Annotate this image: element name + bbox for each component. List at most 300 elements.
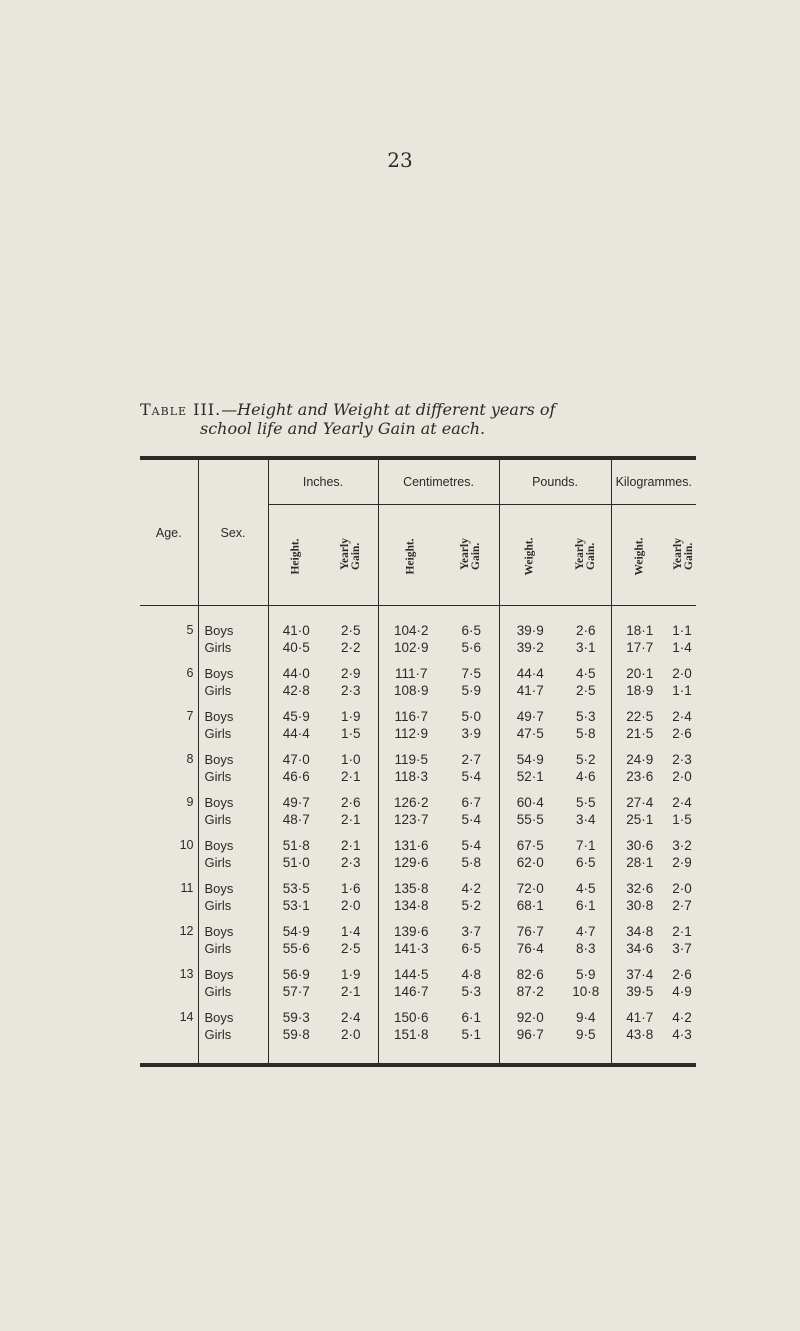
value-girls: 129·6	[393, 855, 429, 870]
value-girls: 59·8	[282, 1027, 310, 1042]
header-age: Age.	[140, 460, 198, 606]
value-cell	[561, 742, 611, 785]
value-cell	[561, 699, 611, 742]
age-cell: 8	[186, 752, 194, 766]
value-girls: 46·6	[282, 769, 310, 784]
value-boys: 32·6	[626, 881, 654, 896]
sex-boys: Boys	[204, 709, 234, 724]
value-cell	[378, 785, 444, 828]
value-boys: 2·4	[340, 1010, 361, 1025]
value-girls: 2·3	[340, 855, 361, 870]
value-girls: 2·1	[340, 769, 361, 784]
value-cell	[378, 828, 444, 871]
value-cell	[378, 914, 444, 957]
value-cell	[668, 606, 696, 657]
value-girls: 2·0	[340, 898, 361, 913]
value-girls: 43·8	[626, 1027, 654, 1042]
sex-cell	[198, 742, 268, 785]
value-cell	[499, 871, 561, 914]
table-row	[140, 606, 696, 657]
value-cell	[268, 742, 324, 785]
value-cell	[561, 656, 611, 699]
value-girls: 62·0	[516, 855, 544, 870]
sex-girls: Girls	[204, 640, 232, 655]
value-cell	[268, 656, 324, 699]
value-boys: 27·4	[626, 795, 654, 810]
value-girls: 2·0	[672, 769, 692, 784]
value-cell	[324, 785, 378, 828]
value-boys: 104·2	[393, 623, 429, 638]
table-row	[140, 871, 696, 914]
value-girls: 3·9	[461, 726, 482, 741]
value-girls: 53·1	[282, 898, 310, 913]
value-cell	[324, 957, 378, 1000]
value-boys: 41·0	[282, 623, 310, 638]
header-group-pounds: Pounds.	[499, 460, 611, 505]
value-girls: 2·5	[576, 683, 596, 698]
sex-cell	[198, 871, 268, 914]
value-boys: 49·7	[516, 709, 544, 724]
value-girls: 40·5	[282, 640, 310, 655]
value-boys: 34·8	[626, 924, 654, 939]
value-boys: 18·1	[626, 623, 654, 638]
value-boys: 6·5	[461, 623, 482, 638]
value-cell	[378, 606, 444, 657]
sex-boys: Boys	[204, 1010, 234, 1025]
sex-girls: Girls	[204, 855, 232, 870]
table-row	[140, 1000, 696, 1063]
value-boys: 2·4	[672, 795, 692, 810]
header-sex: Sex.	[198, 460, 268, 606]
value-cell	[378, 699, 444, 742]
value-girls: 2·3	[340, 683, 361, 698]
value-cell	[378, 957, 444, 1000]
value-girls: 4·9	[672, 984, 692, 999]
value-girls: 5·2	[461, 898, 482, 913]
value-cell	[324, 656, 378, 699]
value-boys: 135·8	[393, 881, 429, 896]
value-boys: 150·6	[393, 1010, 429, 1025]
value-cell	[268, 914, 324, 957]
value-cell	[444, 914, 499, 957]
value-girls: 1·4	[672, 640, 692, 655]
value-boys: 4·8	[461, 967, 482, 982]
sex-cell	[198, 828, 268, 871]
value-cell	[561, 957, 611, 1000]
value-cell	[668, 871, 696, 914]
value-girls: 17·7	[626, 640, 654, 655]
value-girls: 47·5	[516, 726, 544, 741]
header-group-inches: Inches.	[268, 460, 378, 505]
caption-dash: —	[221, 400, 238, 419]
value-cell	[324, 1000, 378, 1063]
value-boys: 1·9	[340, 709, 361, 724]
value-boys: 144·5	[393, 967, 429, 982]
value-boys: 2·0	[672, 881, 692, 896]
value-girls: 6·5	[461, 941, 482, 956]
value-boys: 39·9	[516, 623, 544, 638]
value-cell	[499, 957, 561, 1000]
table-row	[140, 957, 696, 1000]
value-boys: 1·6	[340, 881, 361, 896]
value-cell	[444, 1000, 499, 1063]
sex-girls: Girls	[204, 1027, 232, 1042]
header-inches-gain: Yearly Gain.	[338, 538, 362, 570]
value-boys: 59·3	[282, 1010, 310, 1025]
value-girls: 55·5	[516, 812, 544, 827]
value-boys: 54·9	[516, 752, 544, 767]
value-cell	[378, 656, 444, 699]
table-row	[140, 656, 696, 699]
value-girls: 42·8	[282, 683, 310, 698]
value-cell	[561, 914, 611, 957]
value-boys: 4·2	[461, 881, 482, 896]
header-kg-weight: Weight.	[633, 537, 646, 576]
value-cell	[561, 871, 611, 914]
table-row	[140, 785, 696, 828]
value-girls: 3·7	[672, 941, 692, 956]
value-girls: 1·5	[340, 726, 361, 741]
value-boys: 2·0	[672, 666, 692, 681]
value-girls: 3·4	[576, 812, 596, 827]
value-boys: 49·7	[282, 795, 310, 810]
sex-girls: Girls	[204, 726, 232, 741]
value-cell	[611, 828, 668, 871]
value-boys: 4·5	[576, 881, 596, 896]
value-cell	[444, 957, 499, 1000]
value-cell	[378, 871, 444, 914]
value-girls: 3·1	[576, 640, 596, 655]
value-boys: 7·5	[461, 666, 482, 681]
value-cell	[499, 606, 561, 657]
value-boys: 4·5	[576, 666, 596, 681]
data-table	[140, 456, 696, 1067]
value-cell	[668, 699, 696, 742]
sex-boys: Boys	[204, 752, 234, 767]
header-lb-gain: Yearly Gain.	[573, 538, 597, 570]
table-body	[140, 606, 696, 1064]
value-girls: 2·9	[672, 855, 692, 870]
value-cell	[611, 699, 668, 742]
value-girls: 55·6	[282, 941, 310, 956]
caption-label: Table III.	[140, 400, 222, 419]
value-girls: 51·0	[282, 855, 310, 870]
value-girls: 2·2	[340, 640, 361, 655]
value-cell	[444, 699, 499, 742]
value-boys: 6·7	[461, 795, 482, 810]
page-number: 23	[387, 148, 413, 172]
value-cell	[611, 742, 668, 785]
value-girls: 5·3	[461, 984, 482, 999]
value-cell	[668, 914, 696, 957]
sex-girls: Girls	[204, 683, 232, 698]
value-girls: 1·1	[672, 683, 692, 698]
sex-girls: Girls	[204, 812, 232, 827]
value-boys: 126·2	[393, 795, 429, 810]
caption-line-1: Height and Weight at different years of	[237, 400, 556, 419]
value-cell	[561, 785, 611, 828]
header-cm-gain: Yearly Gain.	[459, 538, 483, 570]
value-boys: 4·2	[672, 1010, 692, 1025]
value-boys: 3·2	[672, 838, 692, 853]
value-boys: 47·0	[282, 752, 310, 767]
value-girls: 5·8	[461, 855, 482, 870]
value-cell	[324, 828, 378, 871]
value-girls: 10·8	[572, 984, 600, 999]
sex-cell	[198, 914, 268, 957]
value-cell	[499, 828, 561, 871]
value-cell	[444, 606, 499, 657]
value-cell	[324, 914, 378, 957]
value-cell	[668, 957, 696, 1000]
value-boys: 51·8	[282, 838, 310, 853]
value-girls: 2·1	[340, 984, 361, 999]
value-cell	[268, 871, 324, 914]
value-cell	[444, 828, 499, 871]
age-cell: 5	[186, 623, 194, 637]
value-girls: 30·8	[626, 898, 654, 913]
value-cell	[268, 699, 324, 742]
value-boys: 2·1	[340, 838, 361, 853]
value-cell	[611, 656, 668, 699]
value-girls: 2·7	[672, 898, 692, 913]
value-girls: 25·1	[626, 812, 654, 827]
value-girls: 6·1	[576, 898, 596, 913]
value-cell	[561, 606, 611, 657]
value-cell	[499, 699, 561, 742]
value-girls: 21·5	[626, 726, 654, 741]
value-girls: 18·9	[626, 683, 654, 698]
header-lb-weight: Weight.	[523, 537, 536, 576]
sex-cell	[198, 785, 268, 828]
value-boys: 111·7	[394, 666, 428, 681]
value-boys: 44·0	[282, 666, 310, 681]
value-cell	[668, 1000, 696, 1063]
sex-girls: Girls	[204, 941, 232, 956]
value-cell	[611, 1000, 668, 1063]
age-cell: 10	[179, 838, 194, 852]
value-boys: 131·6	[393, 838, 429, 853]
value-boys: 45·9	[282, 709, 310, 724]
value-girls: 39·5	[626, 984, 654, 999]
sex-cell	[198, 656, 268, 699]
value-cell	[268, 957, 324, 1000]
value-girls: 1·5	[672, 812, 692, 827]
age-cell: 9	[186, 795, 194, 809]
value-cell	[444, 656, 499, 699]
value-girls: 5·4	[461, 769, 482, 784]
value-boys: 2·3	[672, 752, 692, 767]
value-girls: 76·4	[516, 941, 544, 956]
value-boys: 1·0	[340, 752, 361, 767]
value-boys: 139·6	[393, 924, 429, 939]
value-boys: 2·9	[340, 666, 361, 681]
value-boys: 67·5	[516, 838, 544, 853]
value-girls: 96·7	[516, 1027, 544, 1042]
value-cell	[268, 606, 324, 657]
value-cell	[611, 785, 668, 828]
value-cell	[378, 742, 444, 785]
value-boys: 20·1	[626, 666, 654, 681]
value-cell	[668, 785, 696, 828]
value-girls: 5·6	[461, 640, 482, 655]
value-girls: 108·9	[393, 683, 429, 698]
value-girls: 123·7	[393, 812, 429, 827]
value-girls: 4·3	[672, 1027, 692, 1042]
value-cell	[268, 785, 324, 828]
value-girls: 2·6	[672, 726, 692, 741]
value-girls: 112·9	[394, 726, 429, 741]
value-boys: 5·5	[576, 795, 596, 810]
sex-cell	[198, 699, 268, 742]
value-cell	[561, 1000, 611, 1063]
value-girls: 151·8	[393, 1027, 429, 1042]
value-girls: 44·4	[282, 726, 310, 741]
value-boys: 92·0	[516, 1010, 544, 1025]
sex-girls: Girls	[204, 984, 232, 999]
value-cell	[268, 1000, 324, 1063]
header-group-kilogrammes: Kilogrammes.	[611, 460, 696, 505]
value-boys: 2·4	[672, 709, 692, 724]
value-boys: 1·1	[672, 623, 692, 638]
sex-boys: Boys	[204, 795, 234, 810]
value-cell	[324, 606, 378, 657]
sex-boys: Boys	[204, 924, 234, 939]
table-row	[140, 914, 696, 957]
sex-cell	[198, 957, 268, 1000]
value-girls: 41·7	[516, 683, 544, 698]
value-cell	[611, 957, 668, 1000]
value-cell	[499, 742, 561, 785]
value-girls: 6·5	[576, 855, 596, 870]
sex-boys: Boys	[204, 666, 234, 681]
value-girls: 141·3	[393, 941, 429, 956]
value-boys: 5·0	[461, 709, 482, 724]
age-cell: 6	[186, 666, 194, 680]
header-group-centimetres: Centimetres.	[378, 460, 499, 505]
value-cell	[499, 1000, 561, 1063]
value-girls: 118·3	[394, 769, 429, 784]
value-boys: 5·3	[576, 709, 596, 724]
value-boys: 1·9	[340, 967, 361, 982]
value-boys: 1·4	[340, 924, 361, 939]
value-girls: 5·8	[576, 726, 596, 741]
value-boys: 30·6	[626, 838, 654, 853]
sex-girls: Girls	[204, 898, 232, 913]
value-boys: 119·5	[394, 752, 429, 767]
header-cm-height: Height.	[404, 538, 417, 575]
value-cell	[668, 742, 696, 785]
value-boys: 2·5	[340, 623, 361, 638]
value-boys: 5·2	[576, 752, 596, 767]
value-boys: 72·0	[516, 881, 544, 896]
value-girls: 4·6	[576, 769, 596, 784]
value-cell	[324, 871, 378, 914]
sex-cell	[198, 1000, 268, 1063]
header-kg-gain: Yearly Gain.	[671, 538, 695, 570]
value-girls: 2·5	[340, 941, 361, 956]
age-cell: 13	[179, 967, 194, 981]
value-cell	[268, 828, 324, 871]
age-cell: 11	[180, 881, 194, 895]
value-cell	[611, 871, 668, 914]
value-girls: 39·2	[516, 640, 544, 655]
value-girls: 68·1	[516, 898, 544, 913]
value-boys: 6·1	[461, 1010, 482, 1025]
value-boys: 56·9	[282, 967, 310, 982]
value-cell	[611, 606, 668, 657]
caption-line-2: school life and Yearly Gain at each.	[200, 419, 486, 438]
value-girls: 2·1	[340, 812, 361, 827]
value-cell	[499, 914, 561, 957]
age-cell: 12	[179, 924, 194, 938]
value-boys: 2·1	[672, 924, 692, 939]
value-cell	[444, 871, 499, 914]
value-cell	[561, 828, 611, 871]
value-boys: 3·7	[461, 924, 482, 939]
value-girls: 102·9	[393, 640, 429, 655]
value-boys: 5·4	[461, 838, 482, 853]
age-cell: 14	[179, 1010, 194, 1024]
header-inches-height: Height.	[289, 538, 302, 575]
value-girls: 57·7	[282, 984, 310, 999]
value-girls: 134·8	[393, 898, 429, 913]
value-boys: 2·6	[672, 967, 692, 982]
value-boys: 44·4	[516, 666, 544, 681]
value-cell	[499, 656, 561, 699]
sex-boys: Boys	[204, 967, 234, 982]
value-girls: 146·7	[393, 984, 429, 999]
value-boys: 54·9	[282, 924, 310, 939]
table-caption	[140, 400, 700, 438]
value-boys: 22·5	[626, 709, 654, 724]
value-boys: 5·9	[576, 967, 596, 982]
value-cell	[668, 656, 696, 699]
sex-boys: Boys	[204, 838, 234, 853]
value-cell	[668, 828, 696, 871]
table-row	[140, 828, 696, 871]
sex-boys: Boys	[204, 881, 234, 896]
value-boys: 4·7	[576, 924, 596, 939]
value-girls: 87·2	[516, 984, 544, 999]
value-girls: 8·3	[576, 941, 596, 956]
value-girls: 52·1	[516, 769, 544, 784]
value-boys: 82·6	[516, 967, 544, 982]
value-boys: 7·1	[576, 838, 596, 853]
value-boys: 53·5	[282, 881, 310, 896]
sex-girls: Girls	[204, 769, 232, 784]
value-cell	[324, 699, 378, 742]
value-girls: 34·6	[626, 941, 654, 956]
value-cell	[499, 785, 561, 828]
value-boys: 60·4	[516, 795, 544, 810]
sex-boys: Boys	[204, 623, 234, 638]
value-cell	[378, 1000, 444, 1063]
value-girls: 9·5	[576, 1027, 596, 1042]
value-boys: 24·9	[626, 752, 654, 767]
value-boys: 2·6	[576, 623, 596, 638]
value-boys: 76·7	[516, 924, 544, 939]
value-girls: 5·9	[461, 683, 482, 698]
sex-cell	[198, 606, 268, 657]
value-cell	[611, 914, 668, 957]
value-girls: 23·6	[626, 769, 654, 784]
table-row	[140, 742, 696, 785]
value-boys: 2·7	[461, 752, 482, 767]
table-row	[140, 699, 696, 742]
value-cell	[324, 742, 378, 785]
value-boys: 2·6	[340, 795, 361, 810]
